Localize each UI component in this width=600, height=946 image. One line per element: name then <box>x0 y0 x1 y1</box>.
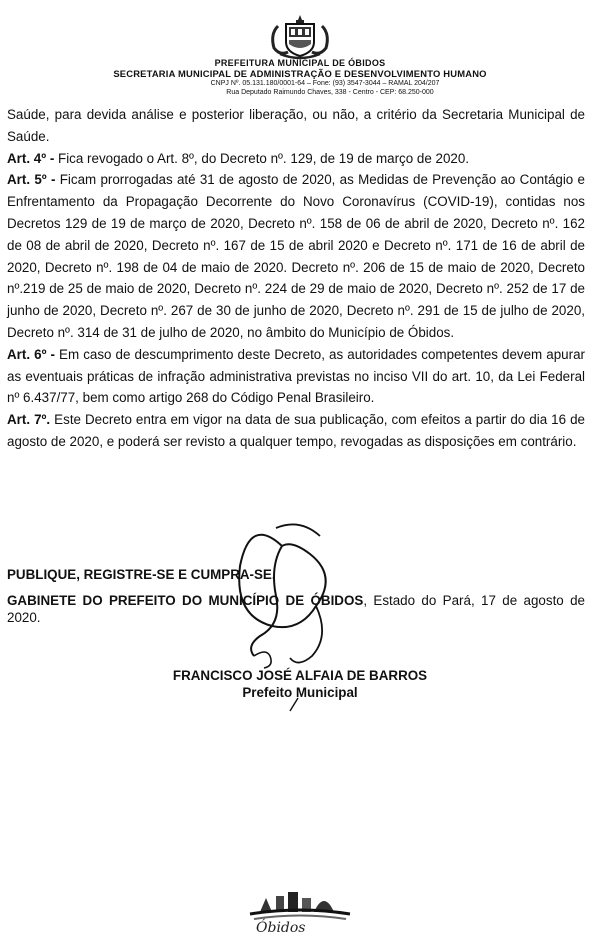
article-7 <box>7 409 585 453</box>
header-address: Rua Deputado Raimundo Chaves, 338 - Centro - CEP: 68.250-000 <box>226 89 434 96</box>
intro-paragraph: Saúde, para devida análise e posterior liberação, ou não, a critério da Secretaria Municipal de Saúde. <box>7 107 585 144</box>
article-5-text: Ficam prorrogadas até 31 de agosto de 2020, as Medidas de Prevenção ao Contágio e Enfrentamento da Propagação Decorrente do Novo Coronavírus (COVID-19), contidas nos Decretos 129 de 19 de março de 2020, Decreto nº. 158 de 06 de abril de 2020, Decreto nº. 162 de 08 de abril de 2020, Decreto nº. 167 de 15 de abril 2020 e Decreto nº. 171 de 16 de abril de 2020, Decreto nº. 198 de 04 de maio de 2020. Decreto nº. 206 de 15 de maio de 2020, Decreto nº.219 de 25 de maio de 2020, Decreto nº. 224 de 29 de maio de 2020, Decreto nº. 252 de 17 de junho de 2020, Decreto nº. 267 de 30 de junho de 2020, Decreto nº. 291 de 15 de julho de 2020, Decreto nº. 314 de 31 de julho de 2020, no âmbito do Município de Óbidos. <box>7 172 585 340</box>
signatory-name: FRANCISCO JOSÉ ALFAIA DE BARROS <box>172 668 428 683</box>
article-6-label: Art. 6º - <box>7 346 55 362</box>
article-5-label: Art. 5º - <box>7 172 56 188</box>
article-4-label: Art. 4º - <box>7 150 55 166</box>
header-cnpj: CNPJ Nº. 05.131.180/0001-64 – Fone: (93) 3547-3044 – RAMAL 204/207 <box>210 80 440 87</box>
signatory-role: Prefeito Municipal <box>242 685 358 700</box>
article-4-text: Fica revogado o Art. 8º, do Decreto nº. 129, de 19 de março de 2020. <box>54 150 470 166</box>
article-6-text: Em caso de descumprimento deste Decreto, as autoridades competentes devem apurar as eventuais práticas de infração administrativa previstas no inciso VII do art. 10, da Lei Federal nº 6.437/77, bem como artigo 268 do Código Penal Brasileiro. <box>7 346 585 406</box>
office-text: , Estado do Pará, 17 de agosto de 2020. <box>7 593 585 625</box>
city-skyline-icon <box>240 882 360 922</box>
article-7-text: Este Decreto entra em vigor na data de sua publicação, com efeitos a partir do dia 16 de agosto de 2020, e poderá ser revisto a qualquer tempo, revogadas as disposições em contrário. <box>7 412 585 449</box>
publish-statement: PUBLIQUE, REGISTRE-SE E CUMPRA-SE. <box>7 567 276 582</box>
article-5 <box>7 169 585 343</box>
decree-body <box>7 104 585 453</box>
article-7-label: Art. 7º. <box>7 412 51 428</box>
office-label: GABINETE DO PREFEITO DO MUNICÍPIO DE ÓBIDOS <box>7 593 364 608</box>
city-logo-word: Óbidos <box>256 920 306 936</box>
article-6 <box>7 344 585 409</box>
article-4 <box>7 148 585 170</box>
header-prefeitura: PREFEITURA MUNICIPAL DE ÓBIDOS <box>214 58 386 68</box>
municipal-crest-icon <box>264 12 336 62</box>
city-logo-icon <box>240 882 360 942</box>
header-secretaria: SECRETARIA MUNICIPAL DE ADMINISTRAÇÃO E DESENVOLVIMENTO HUMANO <box>113 68 487 79</box>
